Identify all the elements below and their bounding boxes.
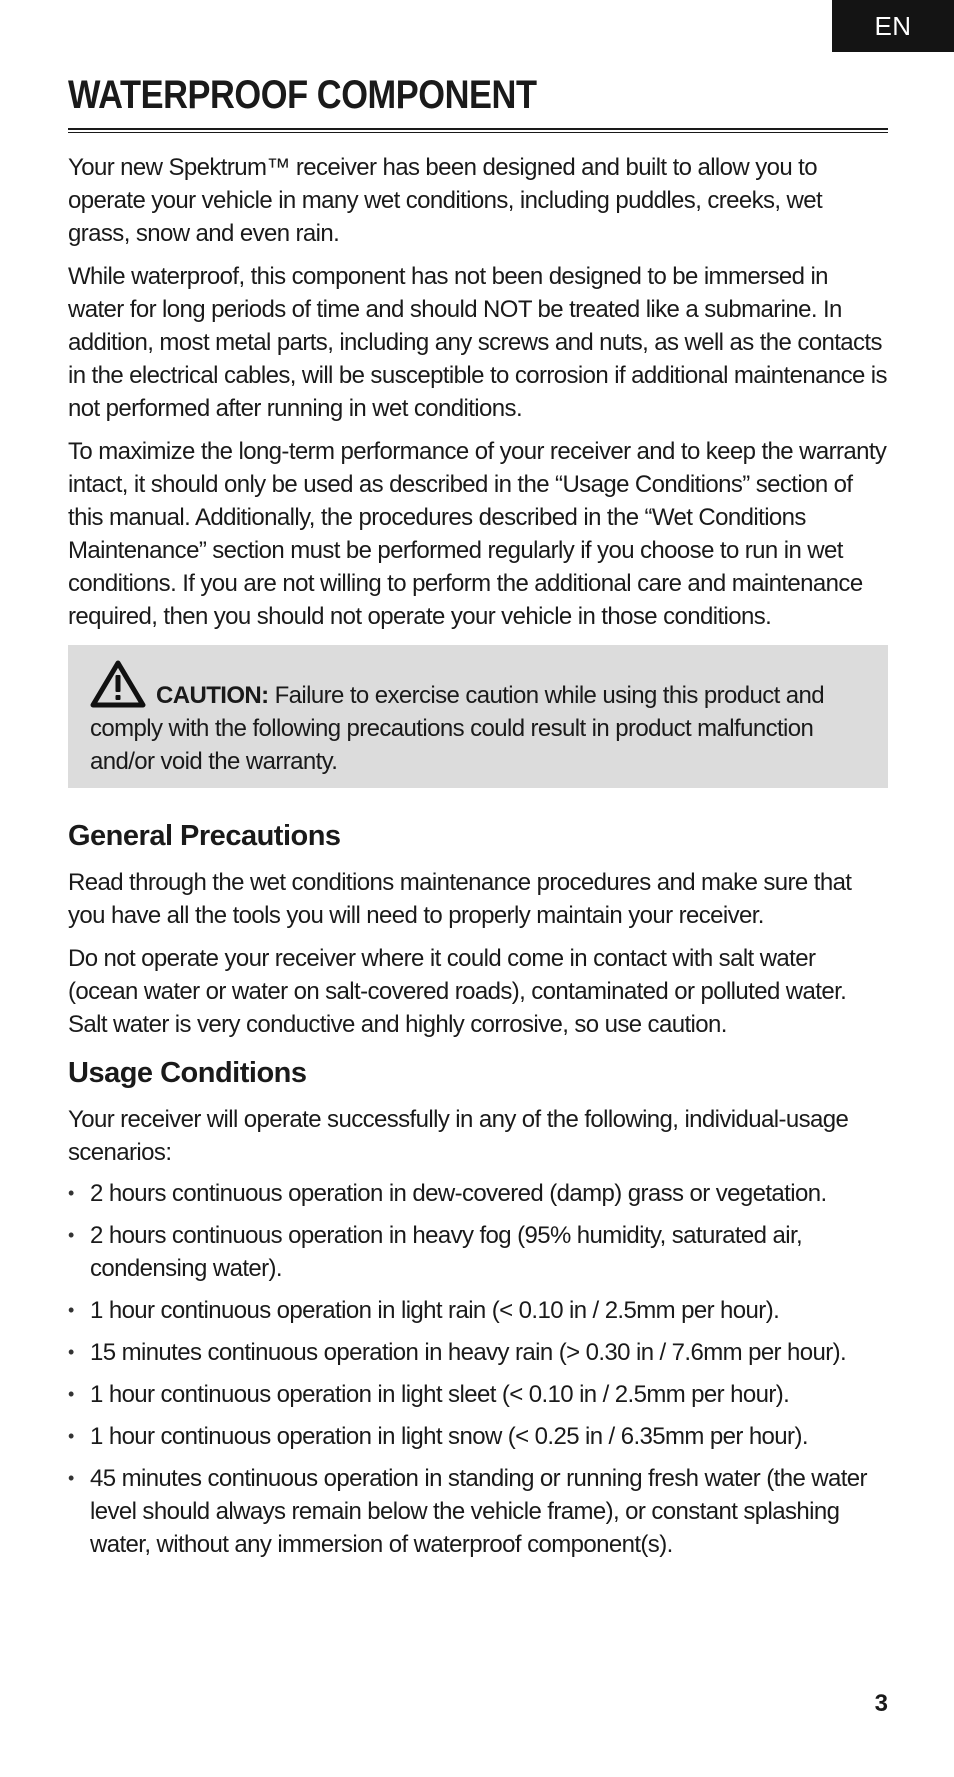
general-precautions-paragraph-1: Read through the wet conditions maintenance procedures and make sure that you have all the tools you will need to properly maintain your receiver. [68,869,852,929]
caution-label: CAUTION: [156,682,269,709]
caution-text: Failure to exercise caution while using this product and comply with the following precautions could result in product malfunction and/or void the warranty. [90,682,824,775]
language-tab: EN [832,0,954,52]
list-item: • 1 hour continuous operation in light snow (< 0.25 in / 6.35mm per hour). [68,1420,888,1453]
list-item: • 2 hours continuous operation in heavy fog (95% humidity, saturated air, condensing water). [68,1219,888,1285]
intro-paragraph-1: Your new Spektrum™ receiver has been designed and built to allow you to operate your vehicle in many wet conditions, including puddles, creeks, wet grass, snow and even rain. [68,154,823,247]
section-heading-usage-conditions: Usage Conditions [68,1057,307,1089]
list-item: • 2 hours continuous operation in dew-covered (damp) grass or vegetation. [68,1177,888,1210]
intro-paragraph-3: To maximize the long-term performance of your receiver and to keep the warranty intact, it should only be used as described in the “Usage Conditions” section of this manual. Additionally, the procedures described in the “Wet Conditions Maintenance” section must be performed regularly if you choose to run in wet conditions. If you are not willing to perform the additional care and maintenance required, then you should not operate your vehicle in those conditions. [68,438,887,630]
general-precautions-paragraph-2: Do not operate your receiver where it could come in contact with salt water (ocean water or water on salt-covered roads), contaminated or polluted water. Salt water is very conductive and highly corrosive, so use caution. [68,945,847,1038]
intro-paragraph-2: While waterproof, this component has not been designed to be immersed in water for long periods of time and should NOT be treated like a submarine. In addition, most metal parts, including any screws and nuts, as well as the contacts in the electrical cables, will be susceptible to corrosion if additional maintenance is not performed after running in wet conditions. [68,263,887,422]
list-item: • 1 hour continuous operation in light sleet (< 0.10 in / 2.5mm per hour). [68,1378,888,1411]
warning-triangle-icon [90,659,146,709]
page-title: WATERPROOF COMPONENT [68,73,537,117]
list-item: • 15 minutes continuous operation in heavy rain (> 0.30 in / 7.6mm per hour). [68,1336,888,1369]
list-item: • 1 hour continuous operation in light rain (< 0.10 in / 2.5mm per hour). [68,1294,888,1327]
caution-text-block [90,659,864,778]
usage-conditions-list [68,1177,888,1561]
document-body [68,64,888,1570]
list-item: • 45 minutes continuous operation in standing or running fresh water (the water level should always remain below the vehicle frame), or constant splashing water, without any immersion of waterproof component(s). [68,1462,888,1561]
usage-conditions-intro: Your receiver will operate successfully in any of the following, individual-usage scenarios: [68,1106,849,1166]
caution-box [68,645,888,788]
section-heading-general-precautions: General Precautions [68,820,341,852]
title-divider [68,128,888,133]
page-number: 3 [874,1690,888,1717]
